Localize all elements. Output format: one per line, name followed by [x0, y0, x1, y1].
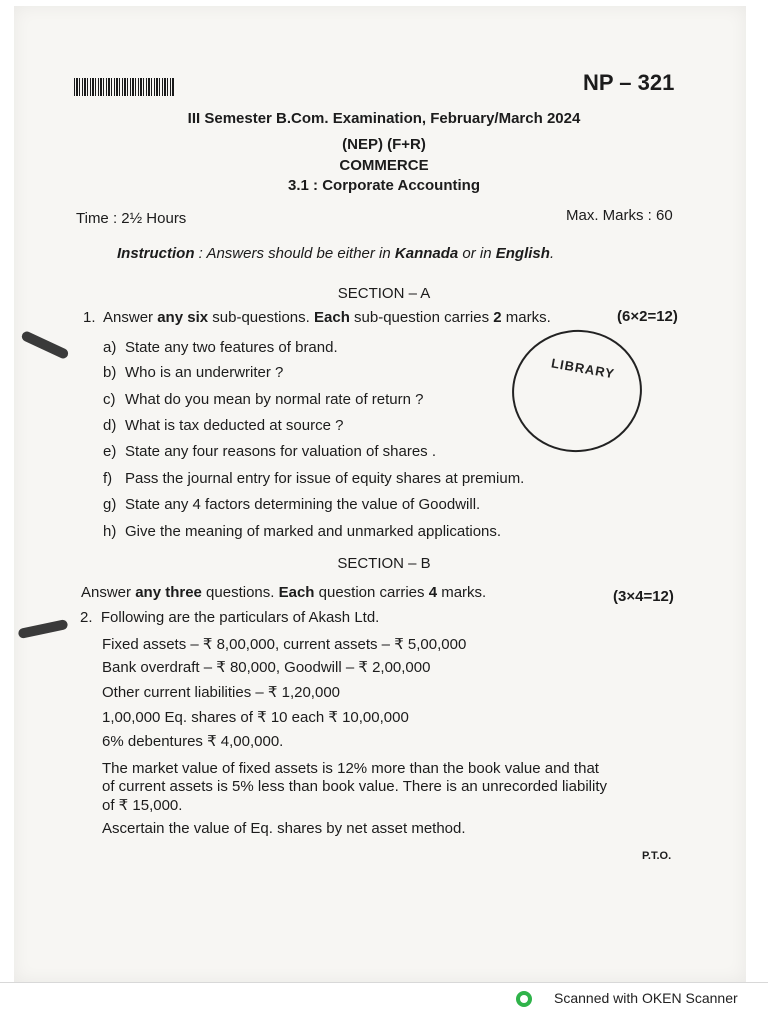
sub-question-h: h) Give the meaning of marked and unmarked applications. [103, 523, 502, 540]
instruction: Instruction : Answers should be either in Kannada or in English. [117, 245, 555, 262]
question-2-line: Bank overdraft – ₹ 80,000, Goodwill – ₹ 2,00,000 [102, 659, 431, 676]
sub-question-f: f) Pass the journal entry for issue of equity shares at premium. [103, 470, 525, 487]
question-2-paragraph: of ₹ 15,000. [102, 797, 183, 814]
question-1: 1. Answer any six sub-questions. Each sub-question carries 2 marks. [83, 309, 551, 326]
sub-question-c: c) What do you mean by normal rate of return ? [103, 391, 424, 408]
section-a-title: SECTION – A [337, 285, 431, 302]
question-2-line: 6% debentures ₹ 4,00,000. [102, 733, 284, 750]
section-a-marks: (6×2=12) [617, 308, 678, 325]
exam-title: III Semester B.Com. Examination, February/March 2024 [187, 110, 581, 127]
pto-label: P.T.O. [642, 850, 672, 862]
question-2-paragraph: The market value of fixed assets is 12% more than the book value and that [102, 760, 599, 777]
question-2-ask: Ascertain the value of Eq. shares by net asset method. [102, 820, 466, 837]
scan-edge [0, 982, 768, 983]
exam-paper-title: 3.1 : Corporate Accounting [288, 177, 480, 194]
exam-max-marks: Max. Marks : 60 [566, 207, 673, 224]
barcode [74, 78, 174, 96]
section-b-instruction: Answer any three questions. Each question carries 4 marks. [81, 584, 487, 601]
exam-subject: COMMERCE [339, 157, 429, 174]
library-stamp-text: LIBRARY [550, 355, 617, 382]
question-2-paragraph: of current assets is 5% less than book value. There is an unrecorded liability [102, 778, 607, 795]
sub-question-d: d) What is tax deducted at source ? [103, 417, 344, 434]
sub-question-b: b) Who is an underwriter ? [103, 364, 284, 381]
paper-code: NP – 321 [583, 70, 675, 95]
sub-question-e: e) State any four reasons for valuation of shares . [103, 443, 437, 460]
question-2-line: Other current liabilities – ₹ 1,20,000 [102, 684, 341, 701]
question-2-line: 1,00,000 Eq. shares of ₹ 10 each ₹ 10,00,000 [102, 709, 409, 726]
scanner-logo-icon [516, 991, 532, 1007]
section-b-marks: (3×4=12) [613, 588, 674, 605]
exam-time: Time : 2½ Hours [76, 210, 187, 227]
sub-question-a: a) State any two features of brand. [103, 339, 338, 356]
question-2-intro: 2. Following are the particulars of Akash Ltd. [80, 609, 380, 626]
scanner-watermark: Scanned with OKEN Scanner [554, 990, 738, 1006]
exam-scheme: (NEP) (F+R) [342, 136, 426, 153]
sub-question-g: g) State any 4 factors determining the value of Goodwill. [103, 496, 481, 513]
question-2-line: Fixed assets – ₹ 8,00,000, current assets – ₹ 5,00,000 [102, 636, 467, 653]
section-b-title: SECTION – B [337, 555, 431, 572]
